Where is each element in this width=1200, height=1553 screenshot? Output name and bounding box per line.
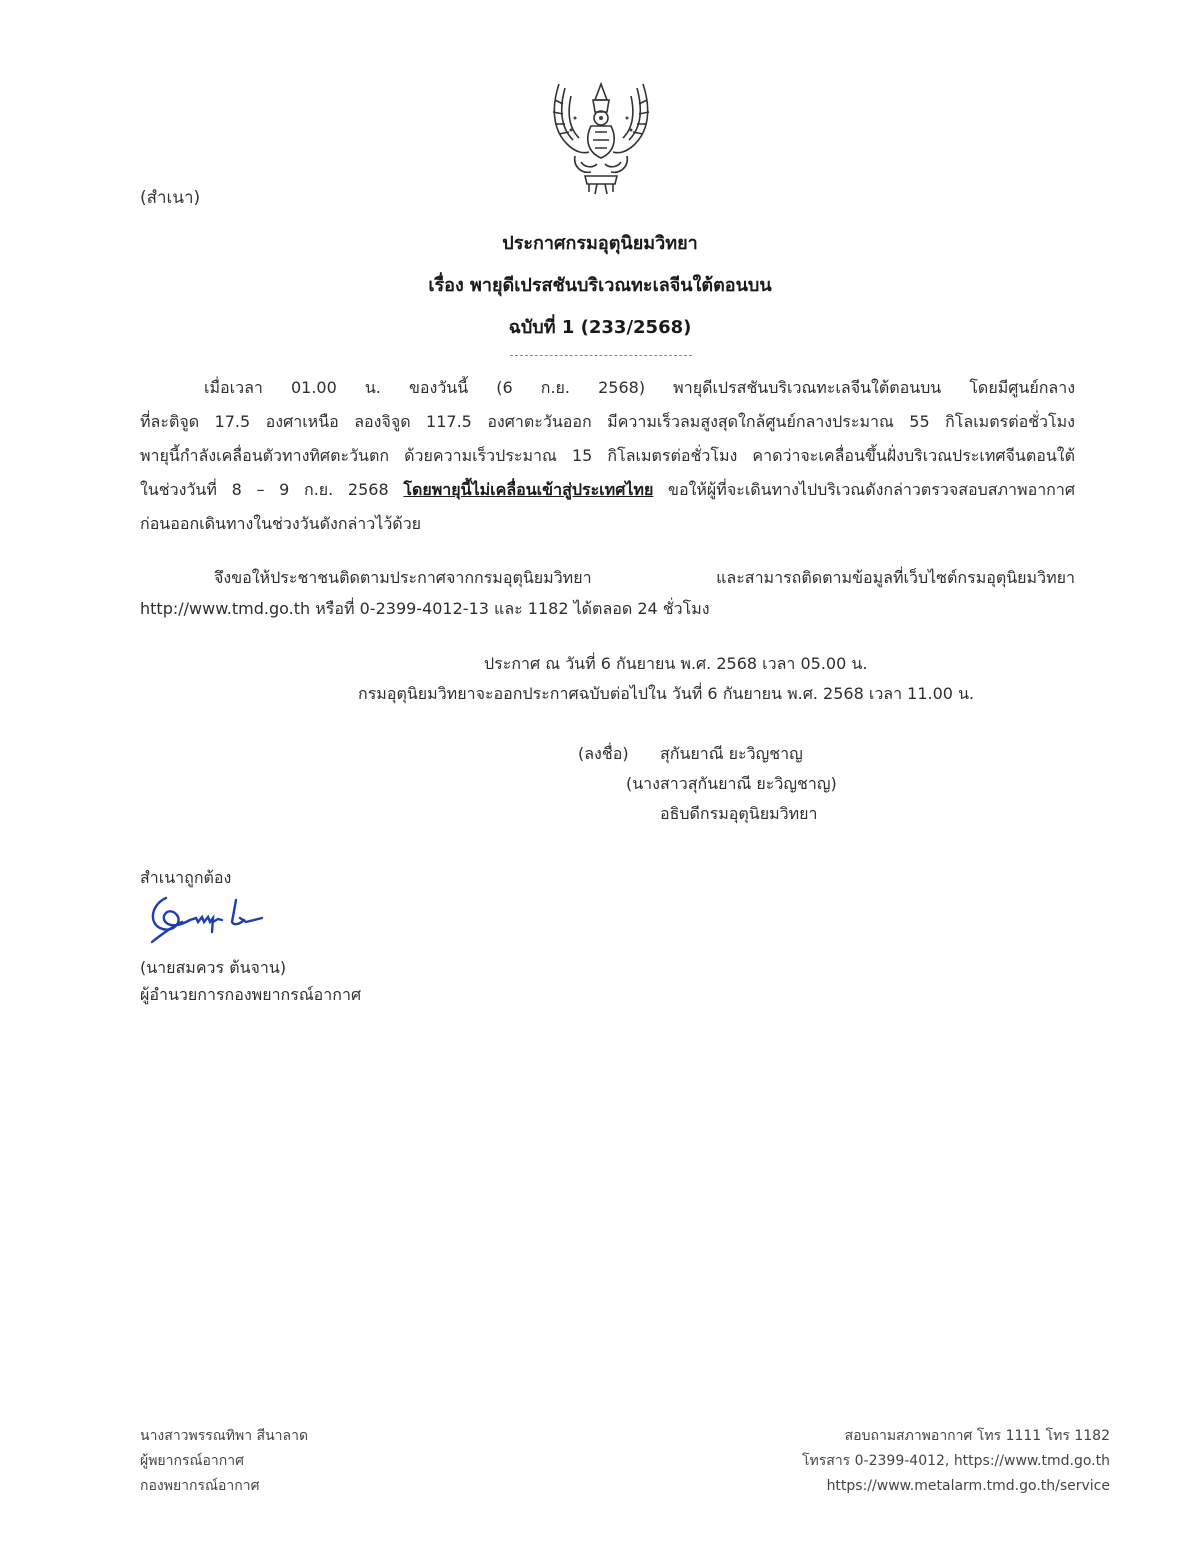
announcement-issue-number: ฉบับที่ 1 (233/2568): [508, 317, 692, 338]
paragraph1-line4: [140, 478, 1075, 503]
certifier-position: ผู้อำนวยการกองพยากรณ์อากาศ: [140, 985, 362, 1004]
garuda-emblem-icon: [545, 78, 657, 196]
handwritten-signature-icon: [146, 892, 268, 948]
signed-name: สุกันยาณี ยะวิญชาญ: [660, 744, 803, 763]
certifier-name: (นายสมควร ต้นจาน): [140, 958, 287, 977]
contact-phone: สอบถามสภาพอากาศ โทร 1111 โทร 1182: [844, 1428, 1110, 1444]
paragraph2-line2: http://www.tmd.go.th หรือที่ 0-2399-4012-13 และ 1182 ได้ตลอด 24 ชั่วโมง: [140, 599, 710, 618]
forecaster-role: ผู้พยากรณ์อากาศ: [140, 1453, 244, 1469]
issued-datetime: ประกาศ ณ วันที่ 6 กันยายน พ.ศ. 2568 เวลา 05.00 น.: [484, 654, 868, 673]
paragraph1-line4-end: ขอให้ผู้ที่จะเดินทางไปบริเวณดังกล่าวตรวจสอบสภาพอากาศ: [653, 480, 1076, 499]
paragraph1-line3: พายุนี้กำลังเคลื่อนตัวทางทิศตะวันตก ด้วยความเร็วประมาณ 15 กิโลเมตรต่อชั่วโมง คาดว่าจะเคลื่อนขึ้นฝั่งบริเวณประเทศจีนตอนใต้: [140, 446, 1075, 465]
announcement-subject: เรื่อง พายุดีเปรสชันบริเวณทะเลจีนใต้ตอนบน: [428, 275, 772, 296]
certified-copy-label: สำเนาถูกต้อง: [140, 868, 232, 887]
footer-forecaster-info: [140, 1424, 308, 1499]
contact-fax-website: โทรสาร 0-2399-4012, https://www.tmd.go.th: [802, 1453, 1110, 1469]
title-divider: [510, 355, 692, 356]
paragraph1-line4-start: ในช่วงวันที่ 8 – 9 ก.ย. 2568: [140, 480, 404, 499]
copy-mark: (สำเนา): [140, 188, 201, 208]
paragraph1-line2: ที่ละติจูด 17.5 องศาเหนือ ลองจิจูด 117.5 องศาตะวันออก มีความเร็วลมสูงสุดใกล้ศูนย์กลางประมาณ 55 กิโลเมตรต่อชั่วโมง: [140, 412, 1075, 431]
metalarm-service-link[interactable]: https://www.metalarm.tmd.go.th/service: [826, 1478, 1110, 1494]
forecaster-division: กองพยากรณ์อากาศ: [140, 1478, 260, 1494]
announcement-title: ประกาศกรมอุตุนิยมวิทยา: [502, 233, 698, 254]
paragraph1-line5: ก่อนออกเดินทางในช่วงวันดังกล่าวไว้ด้วย: [140, 514, 422, 533]
footer-contact-info: [802, 1424, 1110, 1499]
signed-label: (ลงชื่อ): [578, 744, 629, 763]
forecaster-name: นางสาวพรรณทิพา สีนาลาด: [140, 1428, 309, 1444]
next-issue-datetime: กรมอุตุนิยมวิทยาจะออกประกาศฉบับต่อไปใน วันที่ 6 กันยายน พ.ศ. 2568 เวลา 11.00 น.: [358, 684, 975, 703]
paragraph2-line1: จึงขอให้ประชาชนติดตามประกาศจากกรมอุตุนิยมวิทยา และสามารถติดตามข้อมูลที่เว็บไซต์กรมอุตุนิยมวิทยา: [214, 568, 1075, 587]
signatory-position: อธิบดีกรมอุตุนิยมวิทยา: [660, 804, 818, 823]
signatory-full-name: (นางสาวสุกันยาณี ยะวิญชาญ): [626, 774, 837, 793]
not-entering-thailand-emphasis: โดยพายุนี้ไม่เคลื่อนเข้าสู่ประเทศไทย: [403, 480, 654, 499]
paragraph1-line1: เมื่อเวลา 01.00 น. ของวันนี้ (6 ก.ย. 2568) พายุดีเปรสชันบริเวณทะเลจีนใต้ตอนบน โดยมีศูนย์กลาง: [204, 378, 1075, 397]
